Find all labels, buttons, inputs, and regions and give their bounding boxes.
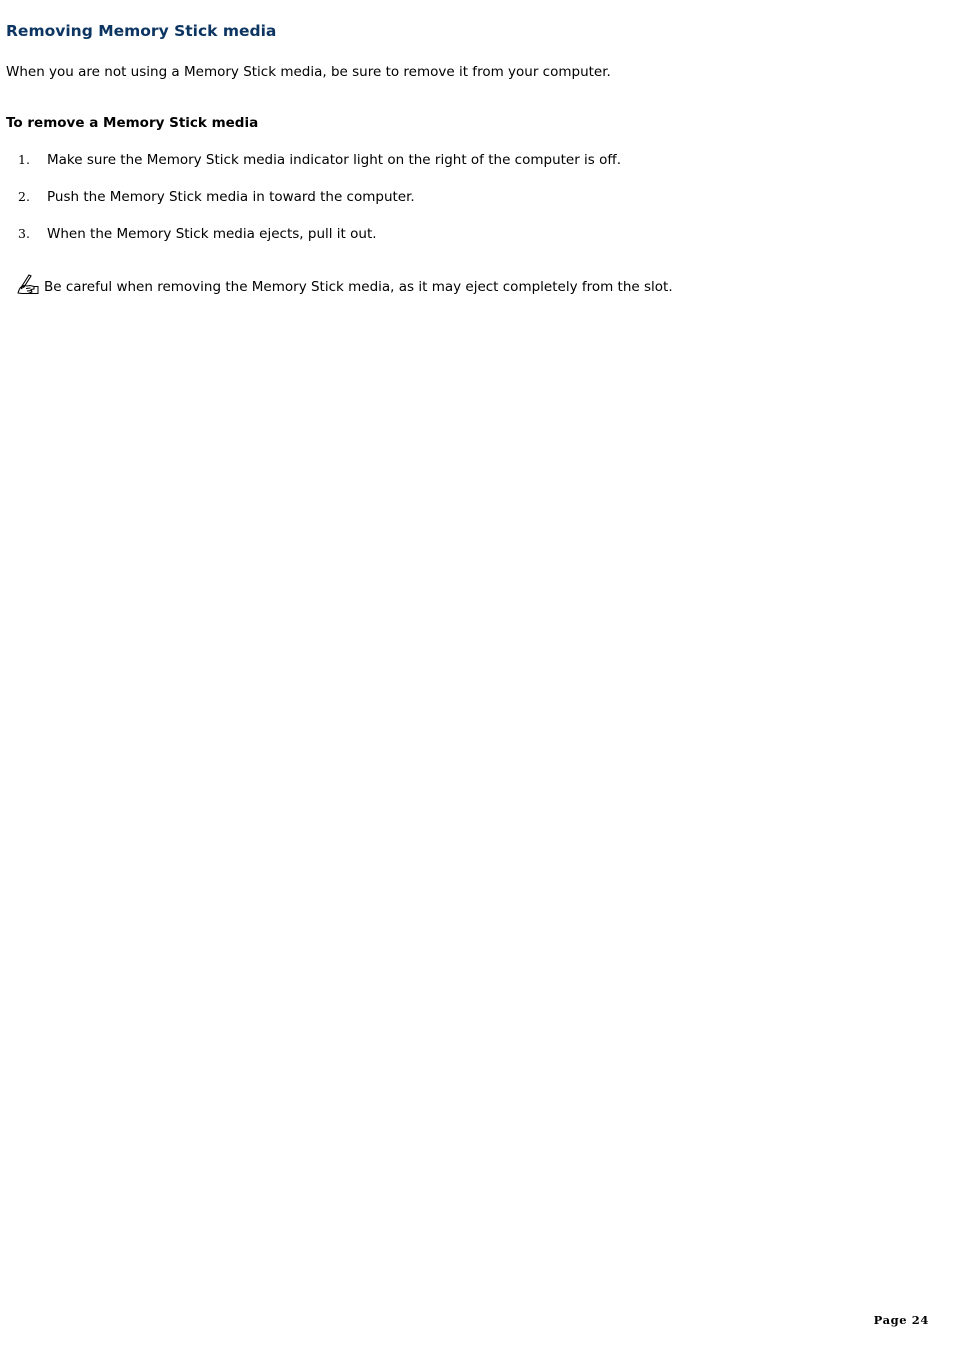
- step-number: 3.: [18, 226, 30, 241]
- step-number: 2.: [18, 189, 30, 204]
- note-writing-hand-icon: [16, 274, 40, 296]
- note: [16, 274, 673, 296]
- step-number: 1.: [18, 152, 30, 167]
- note-text: Be careful when removing the Memory Stick media, as it may eject completely from the slot.: [44, 279, 673, 295]
- procedure-heading: To remove a Memory Stick media: [6, 115, 259, 131]
- page-title: Removing Memory Stick media: [6, 22, 277, 40]
- intro-paragraph: When you are not using a Memory Stick media, be sure to remove it from your computer.: [6, 64, 611, 80]
- page-number: Page 24: [873, 1313, 929, 1327]
- step-text: Push the Memory Stick media in toward the computer.: [47, 189, 415, 205]
- step-text: Make sure the Memory Stick media indicator light on the right of the computer is off.: [47, 152, 621, 168]
- step-text: When the Memory Stick media ejects, pull it out.: [47, 226, 377, 242]
